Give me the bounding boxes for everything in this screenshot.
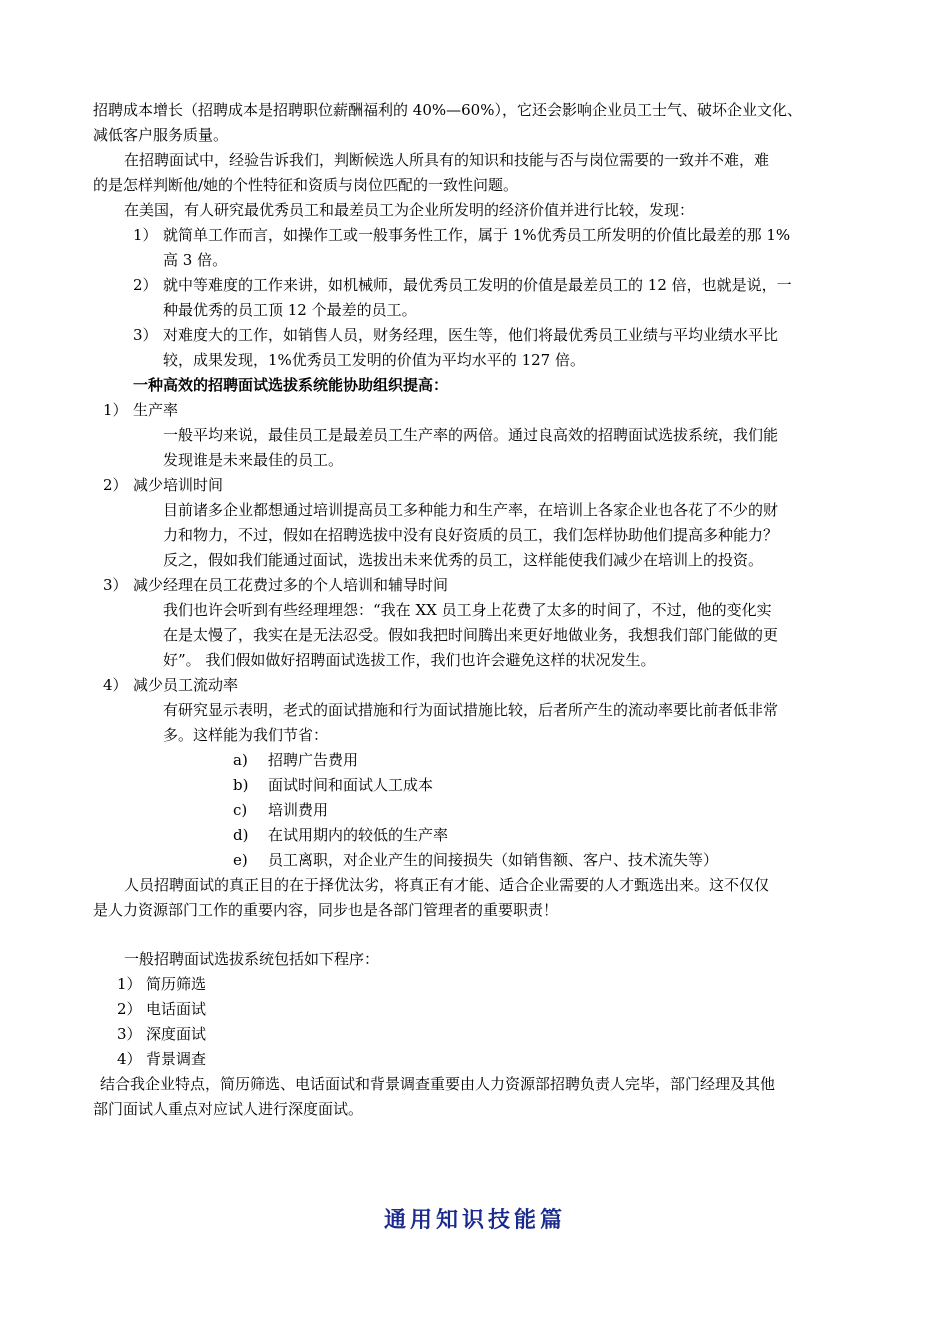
procedure-item: 背景调查 <box>146 1050 207 1068</box>
list-number: 3） <box>103 576 128 594</box>
procedure-item: 电话面试 <box>146 1000 207 1018</box>
section-heading: 一种高效的招聘面试选拔系统能协助组织提高： <box>133 376 449 394</box>
list-item-line: 种最优秀的员工顶 12 个最差的员工。 <box>163 301 417 319</box>
paragraph-line: 人员招聘面试的真正目的在于择优汰劣，将真正有才能、适合企业需要的人才甄选出来。这不仅仅 <box>124 876 770 894</box>
list-number: 3） <box>133 326 158 344</box>
benefit-line: 反之，假如我们能通过面试，选拔出未来优秀的员工，这样能使我们减少在培训上的投资。 <box>163 551 764 569</box>
sublist-item: 招聘广告费用 <box>268 751 359 769</box>
paragraph-line: 招聘成本增长（招聘成本是招聘职位薪酬福利的 40%—60%），它还会影响企业员工士气、破坏企业文化、 <box>93 101 802 119</box>
list-item-line: 对难度大的工作，如销售人员，财务经理，医生等，他们将最优秀员工业绩与平均业绩水平比 <box>163 326 779 344</box>
list-number: 4） <box>117 1050 142 1068</box>
list-number: 4） <box>103 676 128 694</box>
list-item-line: 就中等难度的工作来讲，如机械师，最优秀员工发明的价值是最差员工的 12 倍，也就是说，一 <box>163 276 792 294</box>
list-item-line: 就简单工作而言，如操作工或一般事务性工作，属于 1%优秀员工所发明的价值比最差的那 1% <box>163 226 791 244</box>
benefit-title: 减少经理在员工花费过多的个人培训和辅导时间 <box>133 576 449 594</box>
list-item-line: 高 3 倍。 <box>163 251 228 269</box>
benefit-line: 目前诸多企业都想通过培训提高员工多种能力和生产率，在培训上各家企业也各花了不少的财 <box>163 501 779 519</box>
benefit-line: 多。这样能为我们节省： <box>163 726 329 744</box>
sublist-item: 员工离职，对企业产生的间接损失（如销售额、客户、技术流失等） <box>268 851 719 869</box>
benefit-line: 在是太慢了，我实在是无法忍受。假如我把时间腾出来更好地做业务，我想我们部门能做的更 <box>163 626 779 644</box>
sublist-item: 面试时间和面试人工成本 <box>268 776 434 794</box>
list-number: 2） <box>103 476 128 494</box>
section-title: 通用知识技能篇 <box>383 1208 566 1233</box>
sublist-letter: c) <box>233 801 248 819</box>
paragraph-line: 在美国，有人研究最优秀员工和最差员工为企业所发明的经济价值并进行比较，发现： <box>124 201 695 219</box>
sublist-letter: d) <box>233 826 249 844</box>
list-number: 1） <box>103 401 128 419</box>
benefit-title: 减少培训时间 <box>133 476 224 494</box>
sublist-item: 培训费用 <box>268 801 329 819</box>
benefit-line: 好”。 我们假如做好招聘面试选拔工作，我们也许会避免这样的状况发生。 <box>163 651 656 669</box>
benefit-line: 我们也许会听到有些经理埋怨：“我在 XX 员工身上花费了太多的时间了，不过，他的变化实 <box>163 601 772 619</box>
paragraph-line: 是人力资源部门工作的重要内容，同步也是各部门管理者的重要职责！ <box>93 901 559 919</box>
sublist-letter: b) <box>233 776 249 794</box>
paragraph-line: 部门面试人重点对应试人进行深度面试。 <box>93 1100 364 1118</box>
paragraph-line: 减低客户服务质量。 <box>93 126 229 144</box>
paragraph-line: 结合我企业特点，简历筛选、电话面试和背景调查重要由人力资源部招聘负责人完毕，部门经理及其他 <box>100 1075 776 1093</box>
list-number: 2） <box>117 1000 142 1018</box>
list-number: 1） <box>133 226 158 244</box>
benefit-line: 有研究显示表明，老式的面试措施和行为面试措施比较，后者所产生的流动率要比前者低非常 <box>163 701 779 719</box>
procedure-item: 简历筛选 <box>146 975 207 993</box>
benefit-line: 发现谁是未来最佳的员工。 <box>163 451 344 469</box>
sublist-letter: a) <box>233 751 248 769</box>
benefit-line: 一般平均来说，最佳员工是最差员工生产率的两倍。通过良高效的招聘面试选拔系统，我们能 <box>163 426 779 444</box>
sublist-item: 在试用期内的较低的生产率 <box>268 826 449 844</box>
benefit-title: 减少员工流动率 <box>133 676 239 694</box>
paragraph-line: 一般招聘面试选拔系统包括如下程序： <box>124 950 380 968</box>
benefit-title: 生产率 <box>133 401 179 419</box>
list-item-line: 较，成果发现，1%优秀员工发明的价值为平均水平的 127 倍。 <box>163 351 585 369</box>
list-number: 1） <box>117 975 142 993</box>
benefit-line: 力和物力，不过，假如在招聘选拔中没有良好资质的员工，我们怎样协助他们提高多种能力？ <box>163 526 779 544</box>
paragraph-line: 在招聘面试中，经验告诉我们，判断候选人所具有的知识和技能与否与岗位需要的一致并不难，难 <box>124 151 770 169</box>
list-number: 2） <box>133 276 158 294</box>
paragraph-line: 的是怎样判断他/她的个性特征和资质与岗位匹配的一致性问题。 <box>93 176 519 194</box>
sublist-letter: e) <box>233 851 248 869</box>
procedure-item: 深度面试 <box>146 1025 207 1043</box>
list-number: 3） <box>117 1025 142 1043</box>
